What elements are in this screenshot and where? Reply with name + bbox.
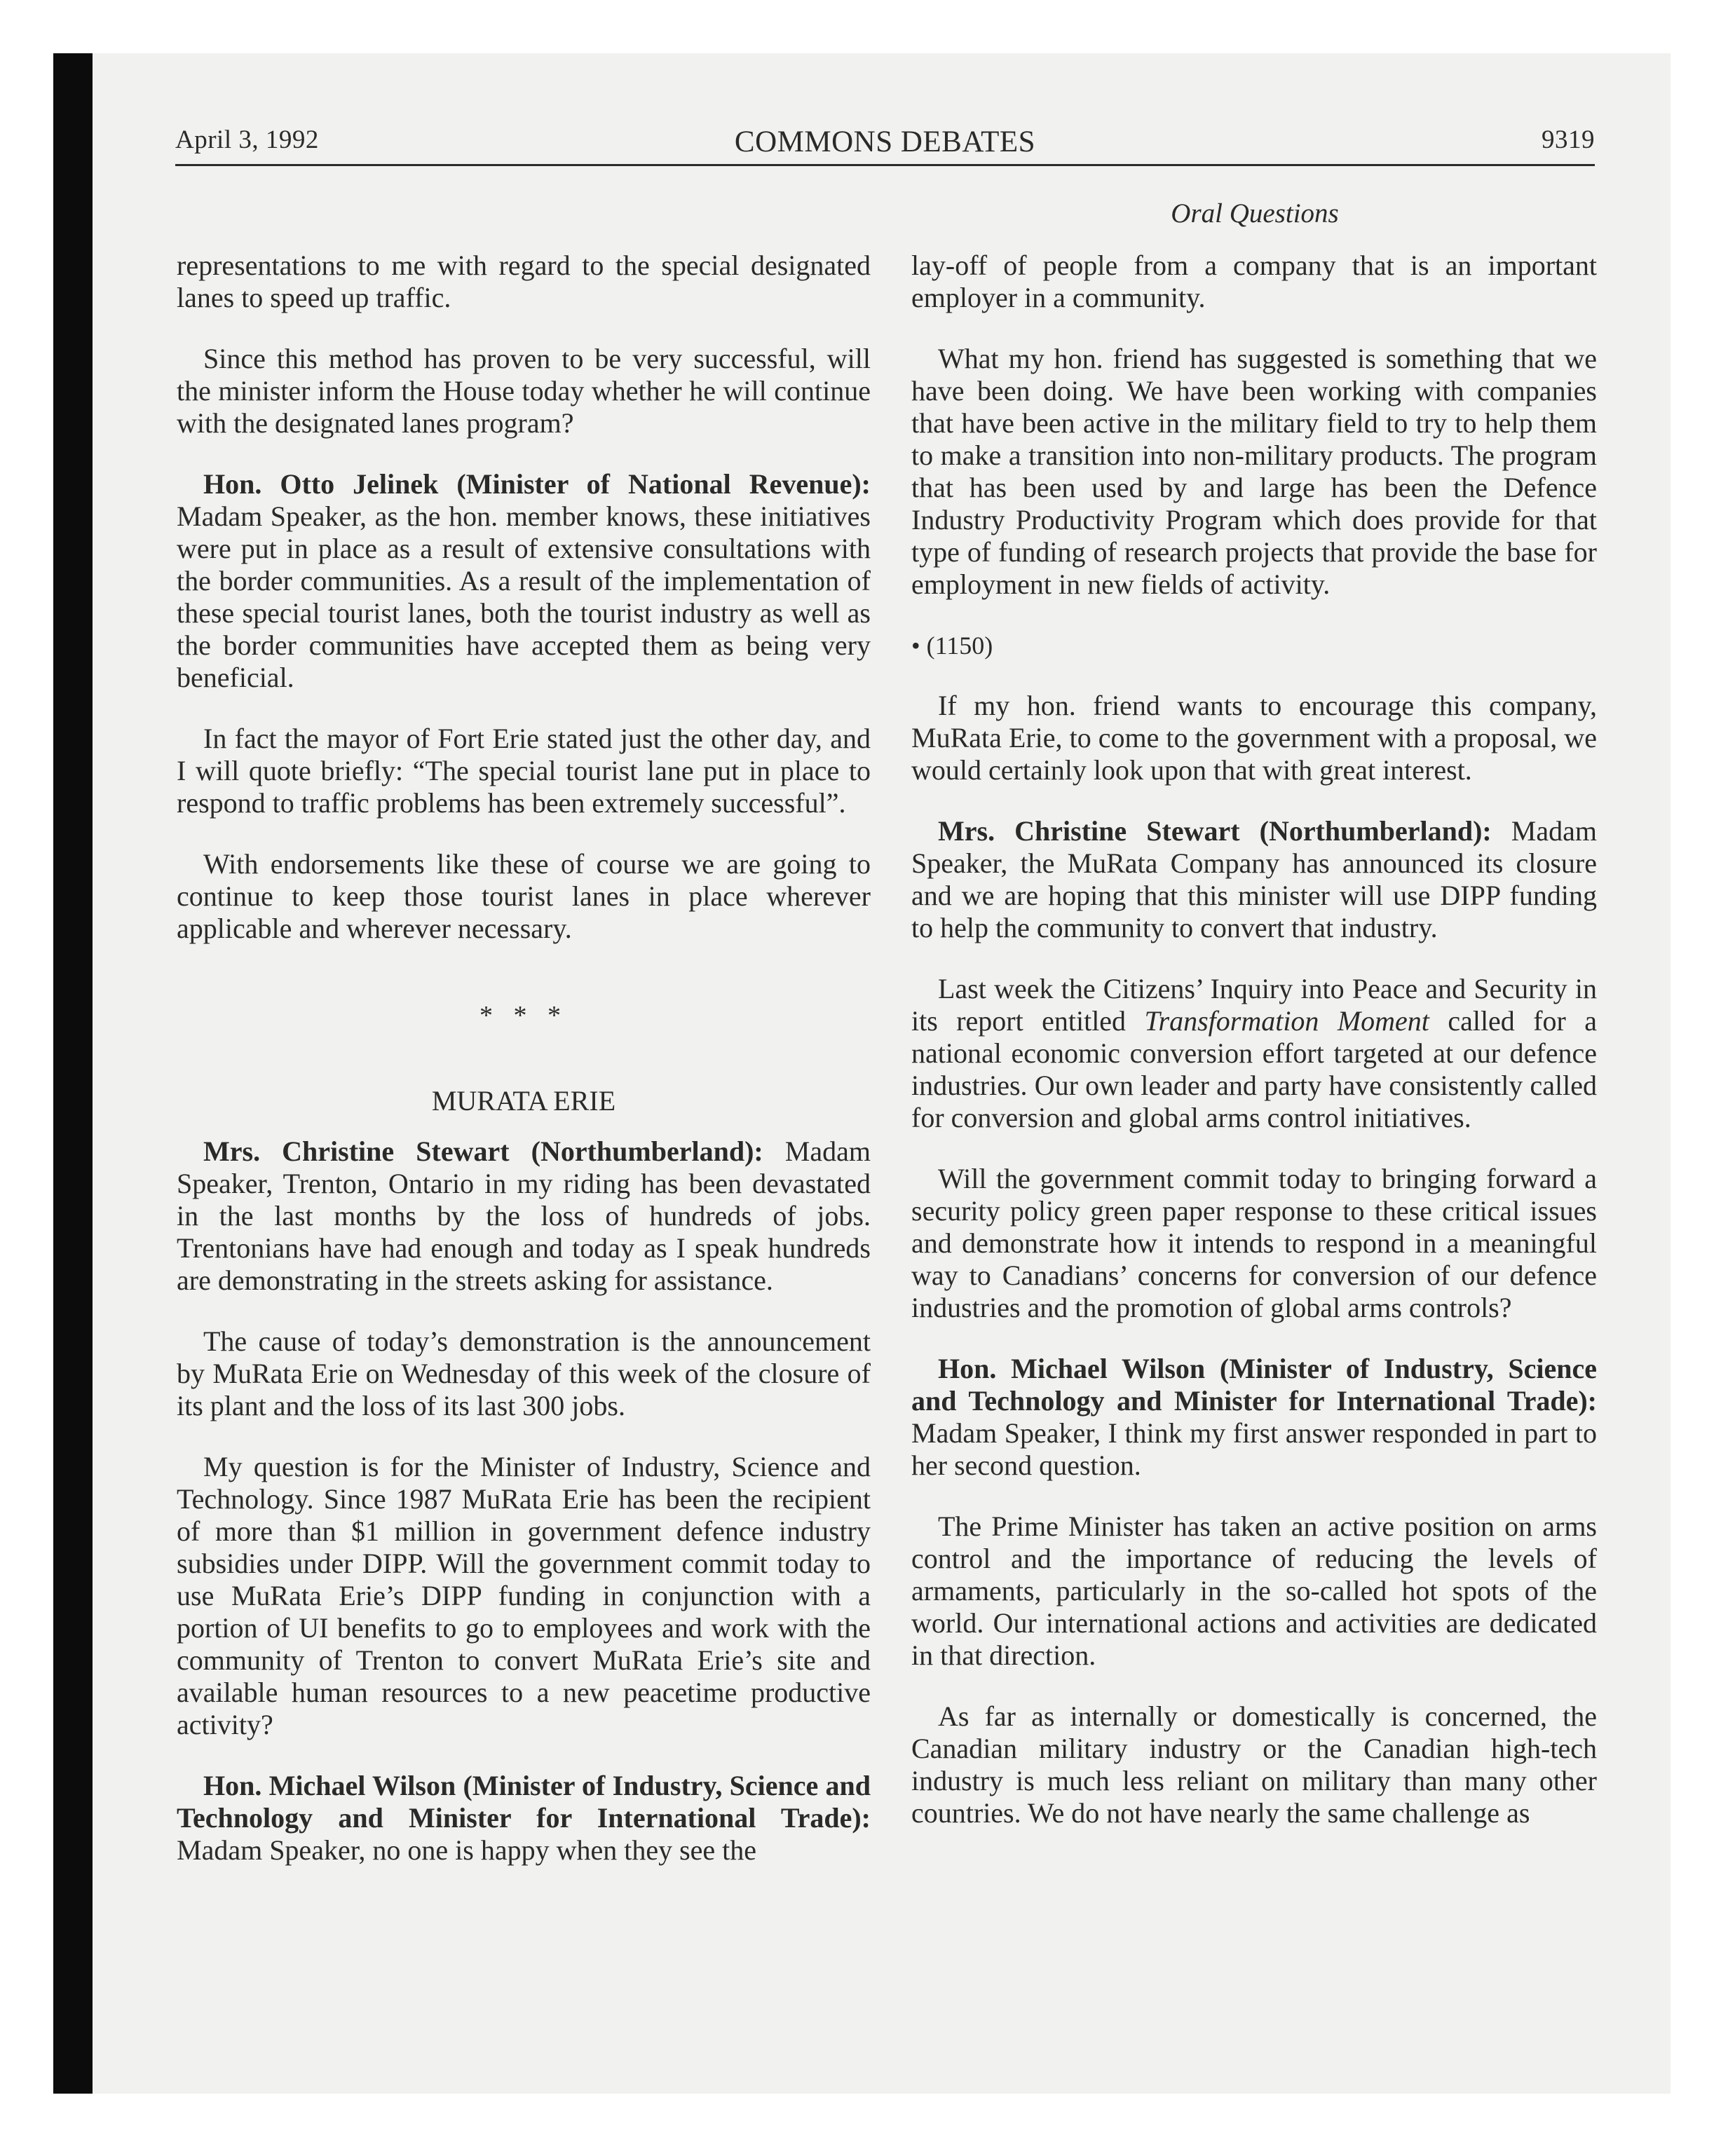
paragraph: If my hon. friend wants to encourage this company, MuRata Erie, to come to the government with a proposal, we would certainly look upon that with great interest.	[911, 690, 1597, 786]
speech-text: Madam Speaker, I think my first answer responded in part to her second question.	[911, 1417, 1597, 1481]
paragraph: With endorsements like these of course we are going to continue to keep those tourist lanes in place wherever applicable and wherever necessary.	[177, 848, 871, 944]
speech-paragraph	[911, 1353, 1597, 1482]
speech-text: Madam Speaker, as the hon. member knows, these initiatives were put in place as a result of extensive consultations with the border communities. As a result of the implementation of these special tourist lanes, both the tourist industry as well as the border communities have accepted them as being very beneficial.	[177, 500, 871, 693]
report-title: Transformation Moment	[1144, 1005, 1429, 1037]
paragraph: My question is for the Minister of Industry, Science and Technology. Since 1987 MuRata Erie has been the recipient of more than $1 million in government defence industry subsidies under DIPP. Will the government commit today to use MuRata Erie’s DIPP funding in conjunction with a portion of UI benefits to go to employees and work with the community of Trenton to convert MuRata Erie’s site and available human resources to a new peacetime productive activity?	[177, 1451, 871, 1740]
speaker-name: Hon. Otto Jelinek (Minister of National Revenue):	[203, 468, 871, 500]
speech-paragraph	[177, 1135, 871, 1297]
speaker-name: Mrs. Christine Stewart (Northumberland):	[203, 1135, 763, 1167]
text-run: called for a national economic conversion effort targeted at our defence industries. Our own leader and party have consistently called for conversion and global arms control initiatives.	[911, 1005, 1598, 1133]
speaker-name: Hon. Michael Wilson (Minister of Industry, Science and Technology and Minister for International Trade):	[911, 1353, 1597, 1417]
paragraph	[911, 973, 1597, 1134]
right-column	[911, 250, 1597, 1858]
speech-paragraph	[911, 815, 1597, 944]
header-rule	[175, 164, 1595, 166]
page-number: 9319	[1542, 125, 1595, 154]
header-date: April 3, 1992	[175, 125, 319, 154]
binding-shadow	[53, 53, 93, 2094]
subject-heading: MURATA ERIE	[431, 1085, 616, 1117]
text-run: Last week the Citizens’ Inquiry into Peace and Security in its report entitled	[911, 973, 1597, 1037]
section-label: Oral Questions	[1171, 198, 1339, 228]
left-column	[177, 250, 871, 1895]
paragraph: In fact the mayor of Fort Erie stated just the other day, and I will quote briefly: “The special tourist lane put in place to respond to traffic problems has been extremely successful”.	[177, 723, 871, 819]
paragraph: Since this method has proven to be very successful, will the minister inform the House today whether he will continue with the designated lanes program?	[177, 343, 871, 439]
header-title: COMMONS DEBATES	[734, 125, 1036, 158]
section-separator: * * *	[479, 1001, 568, 1030]
time-marker: • (1150)	[911, 632, 993, 660]
speech-paragraph	[177, 1770, 871, 1867]
page-header	[175, 119, 1595, 168]
paragraph: representations to me with regard to the special designated lanes to speed up traffic.	[177, 250, 871, 313]
speech-text: Madam Speaker, Trenton, Ontario in my riding has been devastated in the last months by the loss of hundreds of jobs. Trentonians have had enough and today as I speak hundreds are demonstrating in the streets asking for assistance.	[177, 1135, 871, 1296]
paragraph: As far as internally or domestically is concerned, the Canadian military industry or the Canadian high-tech industry is much less reliant on military than many other countries. We do not have nearly the same challenge as	[911, 1700, 1597, 1829]
speech-paragraph	[177, 468, 871, 694]
paragraph: The Prime Minister has taken an active position on arms control and the importance of reducing the levels of armaments, particularly in the so-called hot spots of the world. Our international actions and activities are dedicated in that direction.	[911, 1510, 1597, 1671]
speaker-name: Hon. Michael Wilson (Minister of Industry, Science and Technology and Minister for International Trade):	[177, 1770, 871, 1834]
speech-text: Madam Speaker, no one is happy when they see the	[177, 1834, 757, 1866]
paragraph: lay-off of people from a company that is an important employer in a community.	[911, 250, 1597, 313]
paragraph: What my hon. friend has suggested is something that we have been doing. We have been working with companies that have been active in the military field to try to help them to make a transition into non-military products. The program that has been used by and large has been the Defence Industry Productivity Program which does provide for that type of funding of research projects that provide the base for employment in new fields of activity.	[911, 343, 1597, 600]
speaker-name: Mrs. Christine Stewart (Northumberland):	[938, 815, 1492, 847]
paragraph: Will the government commit today to bringing forward a security policy green paper response to these critical issues and demonstrate how it intends to respond in a meaningful way to Canadians’ concerns for conversion of our defence industries and the promotion of global arms controls?	[911, 1163, 1597, 1323]
speech-text: Madam Speaker, the MuRata Company has announced its closure and we are hoping that this minister will use DIPP funding to help the community to convert that industry.	[911, 815, 1597, 943]
paragraph: The cause of today’s demonstration is the announcement by MuRata Erie on Wednesday of this week of the closure of its plant and the loss of its last 300 jobs.	[177, 1325, 871, 1421]
